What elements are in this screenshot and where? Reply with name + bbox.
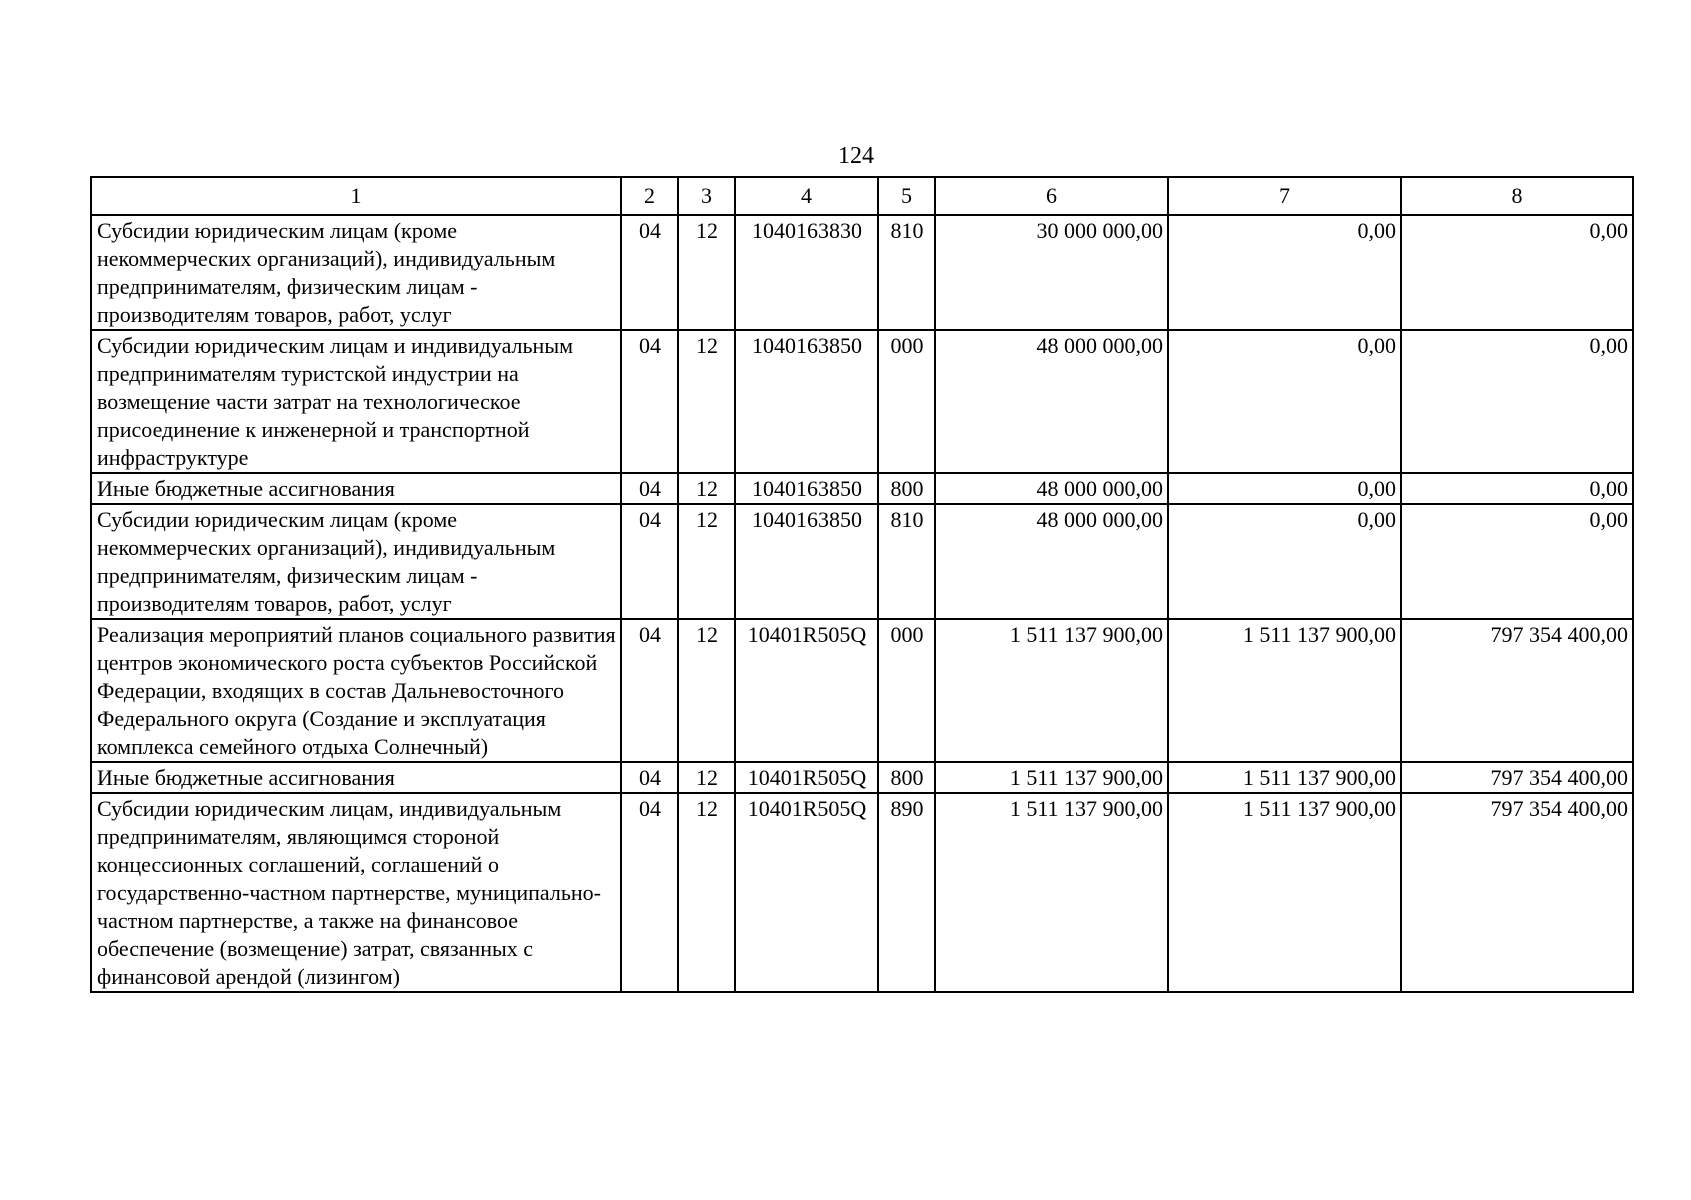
table-row [91, 793, 1633, 992]
row-section: 04 [621, 215, 678, 330]
header-cell-3: 3 [678, 177, 735, 215]
row-section: 04 [621, 619, 678, 762]
row-expense-type: 890 [878, 793, 935, 992]
row-name: Иные бюджетные ассигнования [91, 762, 621, 793]
row-expense-type: 800 [878, 762, 935, 793]
row-amount-7: 0,00 [1168, 504, 1401, 619]
row-name: Субсидии юридическим лицам, индивидуальным предпринимателям, являющимся стороной концессионных соглашений, соглашений о государственно-частном партнерстве, муниципально-частном партнерстве, а также на финансовое обеспечение (возмещение) затрат, связанных с финансовой арендой (лизингом) [91, 793, 621, 992]
header-cell-6: 6 [935, 177, 1168, 215]
row-subsection: 12 [678, 504, 735, 619]
row-amount-6: 48 000 000,00 [935, 473, 1168, 504]
header-cell-2: 2 [621, 177, 678, 215]
budget-table [90, 176, 1634, 993]
row-amount-6: 1 511 137 900,00 [935, 762, 1168, 793]
row-target-article: 1040163850 [735, 473, 878, 504]
table-row [91, 330, 1633, 473]
row-expense-type: 810 [878, 504, 935, 619]
row-target-article: 1040163830 [735, 215, 878, 330]
row-amount-8: 0,00 [1401, 473, 1633, 504]
row-expense-type: 800 [878, 473, 935, 504]
row-name: Иные бюджетные ассигнования [91, 473, 621, 504]
row-amount-8: 797 354 400,00 [1401, 619, 1633, 762]
row-subsection: 12 [678, 330, 735, 473]
row-amount-8: 0,00 [1401, 215, 1633, 330]
row-amount-8: 797 354 400,00 [1401, 762, 1633, 793]
table-row [91, 215, 1633, 330]
row-amount-6: 48 000 000,00 [935, 330, 1168, 473]
row-target-article: 1040163850 [735, 330, 878, 473]
row-amount-7: 0,00 [1168, 473, 1401, 504]
row-section: 04 [621, 793, 678, 992]
table-row [91, 473, 1633, 504]
row-name: Субсидии юридическим лицам (кроме некоммерческих организаций), индивидуальным предпринимателям, физическим лицам - производителям товаров, работ, услуг [91, 215, 621, 330]
row-subsection: 12 [678, 793, 735, 992]
row-amount-6: 48 000 000,00 [935, 504, 1168, 619]
row-subsection: 12 [678, 215, 735, 330]
row-section: 04 [621, 504, 678, 619]
row-amount-7: 1 511 137 900,00 [1168, 619, 1401, 762]
row-section: 04 [621, 330, 678, 473]
table-row [91, 619, 1633, 762]
row-amount-6: 30 000 000,00 [935, 215, 1168, 330]
row-amount-6: 1 511 137 900,00 [935, 619, 1168, 762]
header-cell-4: 4 [735, 177, 878, 215]
table-row [91, 504, 1633, 619]
row-amount-8: 0,00 [1401, 504, 1633, 619]
row-subsection: 12 [678, 762, 735, 793]
row-section: 04 [621, 473, 678, 504]
row-name: Субсидии юридическим лицам и индивидуальным предпринимателям туристской индустрии на возмещение части затрат на технологическое присоединение к инженерной и транспортной инфраструктуре [91, 330, 621, 473]
row-amount-7: 1 511 137 900,00 [1168, 762, 1401, 793]
row-expense-type: 810 [878, 215, 935, 330]
row-target-article: 10401R505Q [735, 793, 878, 992]
row-name: Субсидии юридическим лицам (кроме некоммерческих организаций), индивидуальным предпринимателям, физическим лицам - производителям товаров, работ, услуг [91, 504, 621, 619]
row-target-article: 10401R505Q [735, 619, 878, 762]
header-row [91, 177, 1633, 215]
header-cell-1: 1 [91, 177, 621, 215]
header-cell-7: 7 [1168, 177, 1401, 215]
row-expense-type: 000 [878, 330, 935, 473]
row-name: Реализация мероприятий планов социального развития центров экономического роста субъектов Российской Федерации, входящих в состав Дальневосточного Федерального округа (Создание и эксплуатация комплекса семейного отдыха Солнечный) [91, 619, 621, 762]
row-section: 04 [621, 762, 678, 793]
row-amount-6: 1 511 137 900,00 [935, 793, 1168, 992]
row-target-article: 10401R505Q [735, 762, 878, 793]
row-target-article: 1040163850 [735, 504, 878, 619]
row-amount-8: 0,00 [1401, 330, 1633, 473]
table-row [91, 762, 1633, 793]
row-amount-7: 0,00 [1168, 215, 1401, 330]
row-amount-8: 797 354 400,00 [1401, 793, 1633, 992]
row-expense-type: 000 [878, 619, 935, 762]
row-amount-7: 0,00 [1168, 330, 1401, 473]
page-number: 124 [838, 143, 874, 169]
row-amount-7: 1 511 137 900,00 [1168, 793, 1401, 992]
row-subsection: 12 [678, 619, 735, 762]
header-cell-5: 5 [878, 177, 935, 215]
row-subsection: 12 [678, 473, 735, 504]
header-cell-8: 8 [1401, 177, 1633, 215]
